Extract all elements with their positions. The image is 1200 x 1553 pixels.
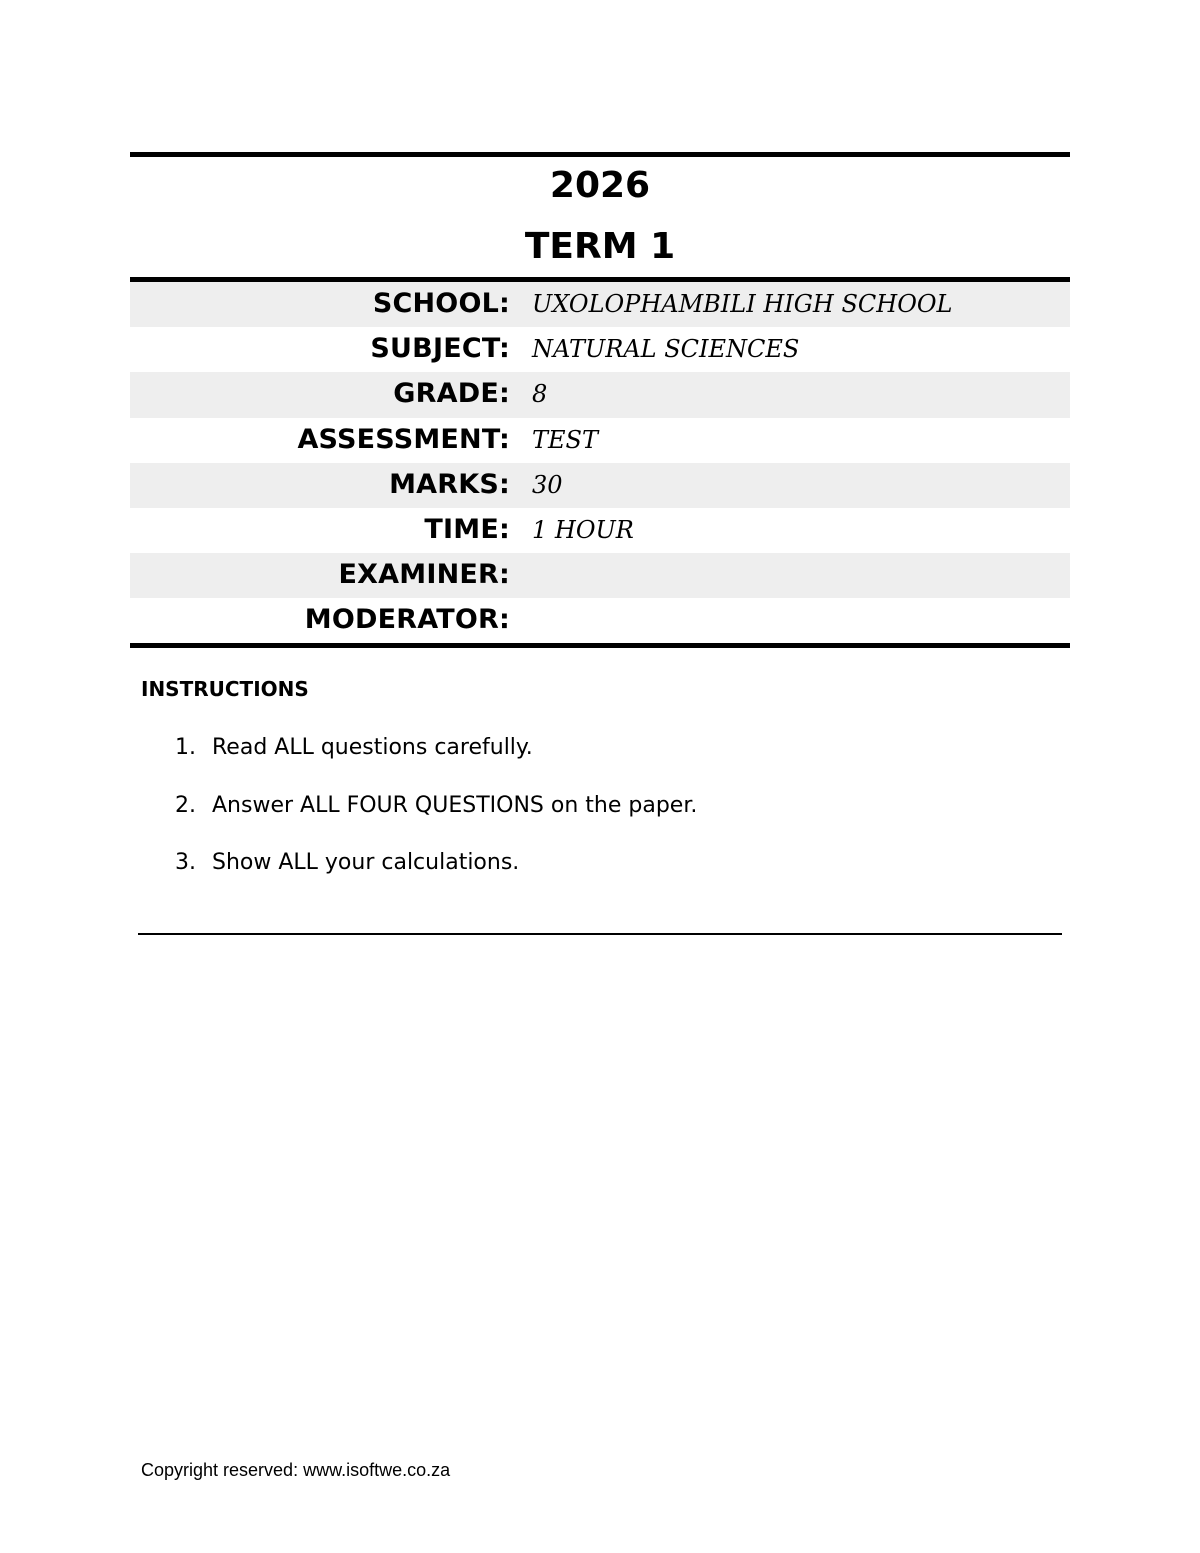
info-row-subject [130, 327, 1070, 372]
subject-value: NATURAL SCIENCES [532, 335, 800, 364]
assessment-value: TEST [532, 425, 598, 454]
examiner-label: EXAMINER: [338, 559, 510, 591]
info-row-examiner [130, 553, 1070, 598]
exam-term: TERM 1 [524, 226, 676, 267]
info-bottom-rule [130, 643, 1070, 648]
top-rule [130, 152, 1070, 157]
info-row-moderator [130, 598, 1070, 643]
time-value: 1 HOUR [532, 515, 634, 544]
moderator-label: MODERATOR: [304, 604, 510, 636]
instruction-number: 2. [175, 793, 196, 818]
marks-value: 30 [532, 470, 563, 499]
instruction-item [175, 850, 519, 876]
instruction-number: 3. [175, 850, 196, 875]
info-row-assessment [130, 418, 1070, 463]
instruction-item [175, 793, 697, 819]
school-value: UXOLOPHAMBILI HIGH SCHOOL [532, 290, 953, 318]
info-row-marks [130, 463, 1070, 508]
instruction-item [175, 735, 533, 761]
info-row-school [130, 282, 1070, 327]
instruction-text: Show ALL your calculations. [212, 850, 520, 875]
grade-label: GRADE: [393, 378, 510, 410]
school-label: SCHOOL: [372, 288, 510, 319]
exam-year: 2026 [549, 165, 651, 206]
info-row-time [130, 508, 1070, 553]
grade-value: 8 [532, 380, 548, 409]
info-row-grade [130, 372, 1070, 417]
marks-label: MARKS: [389, 468, 510, 500]
instruction-number: 1. [175, 735, 196, 760]
instruction-text: Answer ALL FOUR QUESTIONS on the paper. [212, 793, 698, 818]
subject-label: SUBJECT: [370, 333, 510, 365]
assessment-label: ASSESSMENT: [297, 423, 510, 455]
instructions-end-rule [138, 933, 1062, 935]
exam-info-table [130, 282, 1070, 644]
time-label: TIME: [424, 513, 510, 545]
instructions-heading: INSTRUCTIONS [141, 677, 309, 701]
copyright-notice: Copyright reserved: www.isoftwe.co.za [141, 1460, 451, 1480]
instruction-text: Read ALL questions carefully. [212, 735, 533, 760]
